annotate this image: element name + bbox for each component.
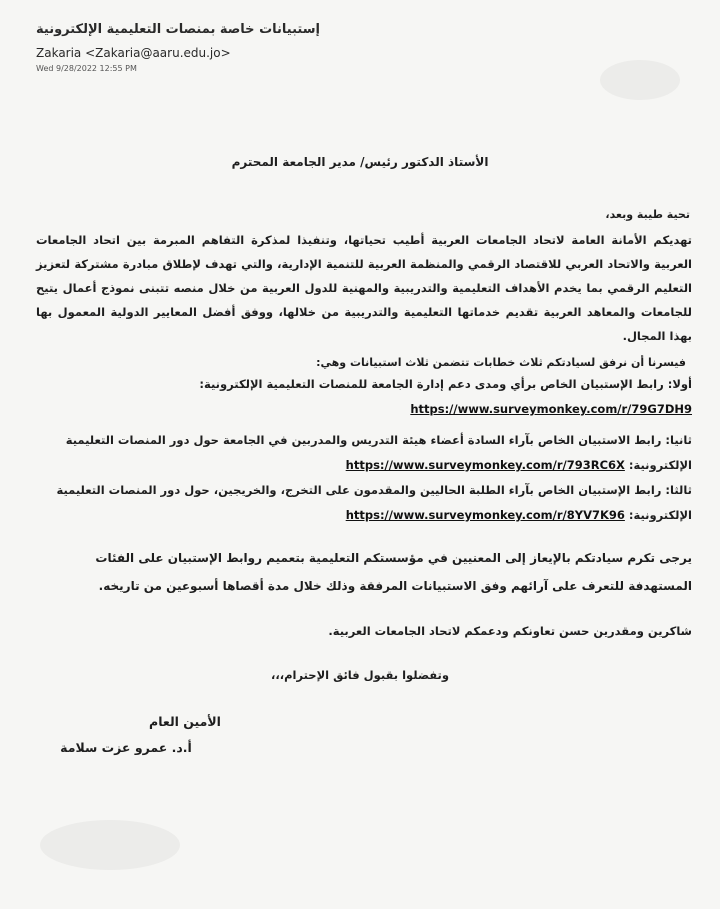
survey-item-text: ثانيا: رابط الاستبيان الخاص بآراء السادة أعضاء هيئة التدريس والمدربين في الجامعة حول دور المنصات التعليمية الإلكترونية:: [65, 433, 692, 472]
email-subject: إستبيانات خاصة بمنصات التعليمية الإلكترونية: [36, 22, 320, 37]
scan-smudge: [40, 820, 180, 870]
survey-link-3[interactable]: https://www.surveymonkey.com/r/8YV7K96: [345, 508, 625, 522]
survey-item-3: [36, 478, 692, 528]
signer-name: أ.د. عمرو عزت سلامة: [60, 740, 192, 755]
surveys-intro: فيسرنا أن نرفق لسيادتكم ثلاث خطابات تتضمن ثلاث استبيانات وهي:: [316, 356, 686, 369]
letter-paragraph-2: يرجى تكرم سيادتكم بالإيعاز إلى المعنيين في مؤسستكم التعليمية بتعميم روابط الإستبيان على الفئات المستهدفة للتعرف على آرائهم وفق الاستبيانات المرفقة وذلك خلال مدة أقصاها أسبوعين من تاريخه.: [95, 551, 692, 593]
letter-thanks: شاكرين ومقدرين حسن تعاونكم ودعمكم لاتحاد الجامعات العربية.: [328, 624, 692, 638]
letter-closing: وتفضلوا بقبول فائق الإحترام،،،: [270, 668, 450, 682]
letter-paragraph-1: تهديكم الأمانة العامة لاتحاد الجامعات العربية أطيب تحياتها، وتنفيذا لمذكرة التفاهم المبرمة بين اتحاد الجامعات العربية والاتحاد العربي للاقتصاد الرقمي والمنظمة العربية للتنمية الإدارية، والتي تهدف لإطلاق مبادرة مشتركة لتعزيز التعليم الرقمي بما يخدم الأهداف التعليمية والتدريبية والمهنية للدول العربية من خلال منصه تتبنى نموذج أعمال يتيح للجامعات والمعاهد العربية تقديم خدماتها التعليمية والتدريبية من خلالها، ووفق أفضل المعايير الدولية المعمول بها بهذا المجال.: [36, 233, 692, 343]
survey-item-text: ثالثا: رابط الإستبيان الخاص بآراء الطلبة الحاليين والمقدمون على التخرج، والخريجين، حول دور المنصات التعليمية الإلكترونية:: [56, 483, 692, 522]
survey-item-1: [36, 372, 692, 422]
survey-item-2: [36, 428, 692, 478]
survey-link-2[interactable]: https://www.surveymonkey.com/r/793RC6X: [345, 458, 625, 472]
survey-link-1[interactable]: https://www.surveymonkey.com/r/79G7DH9: [410, 402, 692, 416]
signer-title: الأمين العام: [149, 714, 221, 729]
letter-title: الأستاذ الدكتور رئيس/ مدير الجامعة المحترم: [231, 155, 489, 169]
email-header: [36, 22, 336, 73]
letter-greeting: تحية طيبة وبعد،: [605, 208, 690, 221]
scan-smudge: [600, 60, 680, 100]
survey-item-text: أولا: رابط الإستبيان الخاص برأي ومدى دعم إدارة الجامعة للمنصات التعليمية الإلكترونية:: [199, 377, 692, 391]
email-sender: Zakaria <Zakaria@aaru.edu.jo>: [36, 46, 231, 60]
email-date: Wed 9/28/2022 12:55 PM: [36, 64, 137, 73]
